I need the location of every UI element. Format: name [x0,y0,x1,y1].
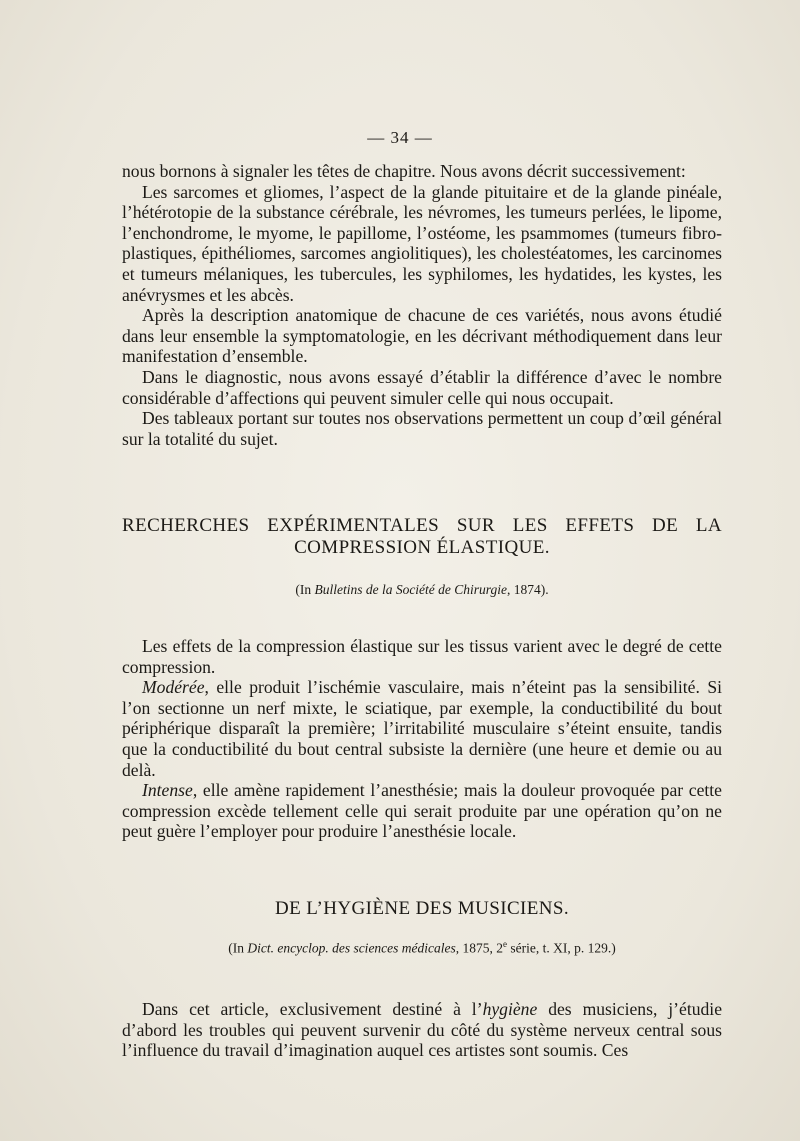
paragraph-text: , elle amène rapidement l’anesthésie; mais la douleur provoquée par cette compression excède tellement celle qui serait produite par une opération qu’on ne peut guère l’employer pour produire l’anesthésie locale. [122,780,722,842]
citation-sup: e [503,939,508,949]
citation-middle: , 1875, 2 [455,940,504,956]
paragraph-emphasis: hygiène [482,999,538,1019]
section-body [122,636,722,842]
paragraph-lead: Intense [142,780,193,801]
intro-text [122,161,722,449]
citation-prefix: (In [228,940,248,956]
paragraph: Après la description anatomique de chacune de ces variétés, nous avons étudié dans leur ensemble la symptomatologie, en les décrivant méthodiquement dans leur manifestation d’ensemble. [122,305,722,367]
paragraph: Des tableaux portant sur toutes nos observations permettent un coup d’œil général sur la totalité du sujet. [122,408,722,449]
paragraph-text: Dans cet article, exclusivement destiné à l’ [142,999,483,1019]
page-number: — 34 — [367,128,433,147]
citation-prefix: (In [295,582,315,597]
paragraph-lead: Modérée [142,677,205,698]
paragraph: Les effets de la compression élastique sur les tissus varient avec le degré de cette compression. [122,636,722,677]
citation-source: Dict. encyclop. des sciences médicales [247,940,456,956]
paragraph: Dans le diagnostic, nous avons essayé d’établir la différence d’avec le nombre considérable d’affections qui peuvent simuler celle qui nous occupait. [122,366,722,408]
section-title: DE L’HYGIÈNE DES MUSICIENS. [274,898,570,919]
citation-suffix: série, t. XI, p. 129.) [507,940,616,956]
paragraph-text: des musiciens, j’étudie d’abord les troubles qui peuvent survenir du côté du système nerveux central sous l’influence du travail d’imagination auquel ces artistes sont soumis. Ces [122,999,722,1061]
citation-suffix: , 1874). [507,582,549,597]
section-title: RECHERCHES EXPÉRIMENTALES SUR LES EFFETS DE LA COMPRESSION ÉLASTIQUE. [122,515,722,558]
section-body [122,999,722,1061]
paragraph: nous bornons à signaler les têtes de chapitre. Nous avons décrit successivement: [122,161,686,181]
citation-source: Bulletins de la Société de Chirurgie [314,582,508,597]
paragraph-text: , elle produit l’ischémie vasculaire, mais n’éteint pas la sensibilité. Si l’on sectionne un nerf mixte, le sciatique, par exemple, la conductibilité du bout périphérique disparaît la première; l’irritabilité musculaire s’éteint ensuite, tandis que la conductibilité du bout central subsiste la dernière (une heure et demie ou au delà. [122,677,722,780]
paragraph: Les sarcomes et gliomes, l’aspect de la glande pituitaire et de la glande pinéale, l’hétérotopie de la substance cérébrale, les névromes, les tumeurs perlées, le lipome, l’enchondrome, le myome, le papillome, l’ostéome, les psammomes (tumeurs fibro-plastiques, épithéliomes, sarcomes angiolitiques), les cholestéatomes, les carcinomes et tumeurs mélaniques, les tubercules, les syphilomes, les hydatides, les kystes, les anévrysmes et les abcès. [122,181,722,305]
paragraph [122,999,722,1061]
section-citation [122,582,722,598]
paragraph [122,677,722,780]
paragraph [122,780,722,842]
section-citation [122,936,722,957]
